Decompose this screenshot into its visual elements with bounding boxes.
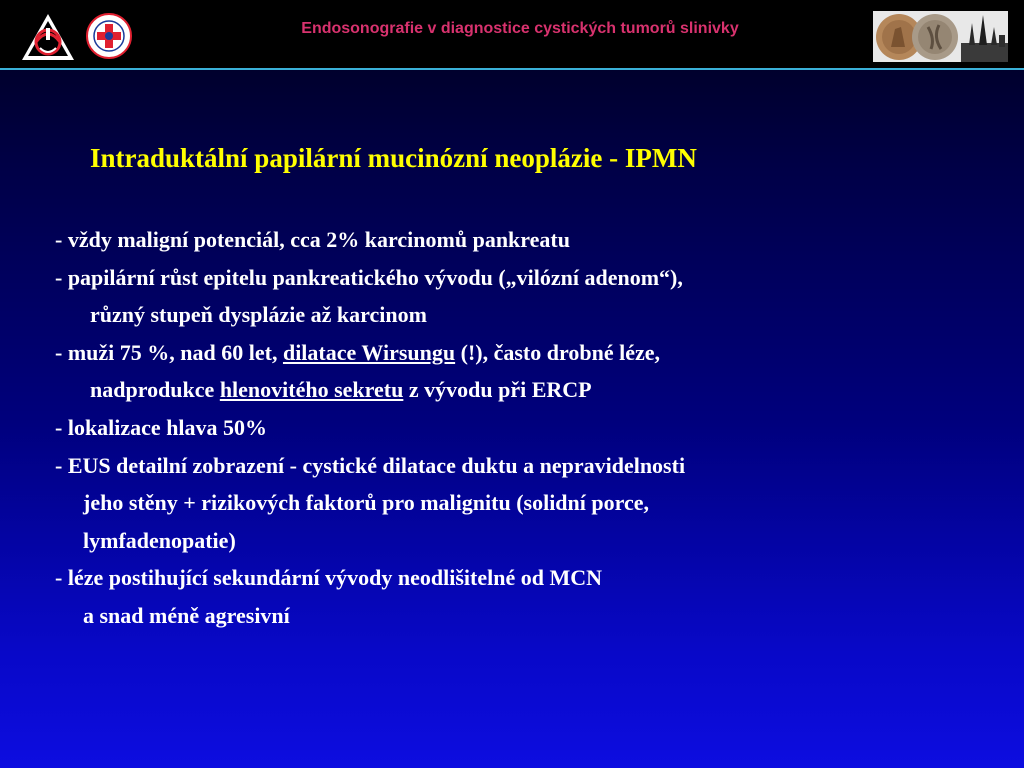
bullet-line: - vždy maligní potenciál, cca 2% karcinomů pankreatu: [55, 227, 570, 252]
university-seals-and-prague-skyline-photo-icon: [873, 11, 1008, 62]
bullet-line: - lokalizace hlava 50%: [55, 415, 268, 440]
bullet-continuation: a snad méně agresivní: [83, 603, 290, 628]
bullet-line: [55, 338, 660, 368]
underlined-term-hlenovity-sekret: hlenovitého sekretu: [219, 377, 404, 402]
bullet-continuation: [90, 375, 592, 405]
bullet-text: nadprodukce: [90, 377, 220, 402]
bullet-continuation: různý stupeň dysplázie až karcinom: [90, 302, 427, 327]
red-cross-hospital-logo-icon: [84, 12, 134, 60]
bullet-line: - EUS detailní zobrazení - cystické dilatace duktu a nepravidelnosti: [55, 453, 686, 478]
bullet-continuation: jeho stěny + rizikových faktorů pro malignitu (solidní porce,: [83, 490, 650, 515]
slide-title: Intraduktální papilární mucinózní neoplázie - IPMN: [90, 143, 697, 173]
bullet-text: (!), často drobné léze,: [455, 340, 660, 365]
bullet-continuation: lymfadenopatie): [83, 528, 236, 553]
presentation-header-title: Endosonografie v diagnostice cystických tumorů slinivky: [301, 20, 739, 37]
header-divider: [0, 68, 1024, 70]
bullet-line: - papilární růst epitelu pankreatického vývodu („vilózní adenom“),: [55, 265, 683, 290]
medical-society-logo-icon: [20, 12, 76, 62]
underlined-term-dilatace-wirsungu: dilatace Wirsungu: [282, 340, 456, 365]
bullet-line: - léze postihující sekundární vývody neodlišitelné od MCN: [55, 565, 602, 590]
bullet-text: - muži 75 %, nad 60 let,: [55, 340, 283, 365]
bullet-text: z vývodu při ERCP: [403, 377, 592, 402]
